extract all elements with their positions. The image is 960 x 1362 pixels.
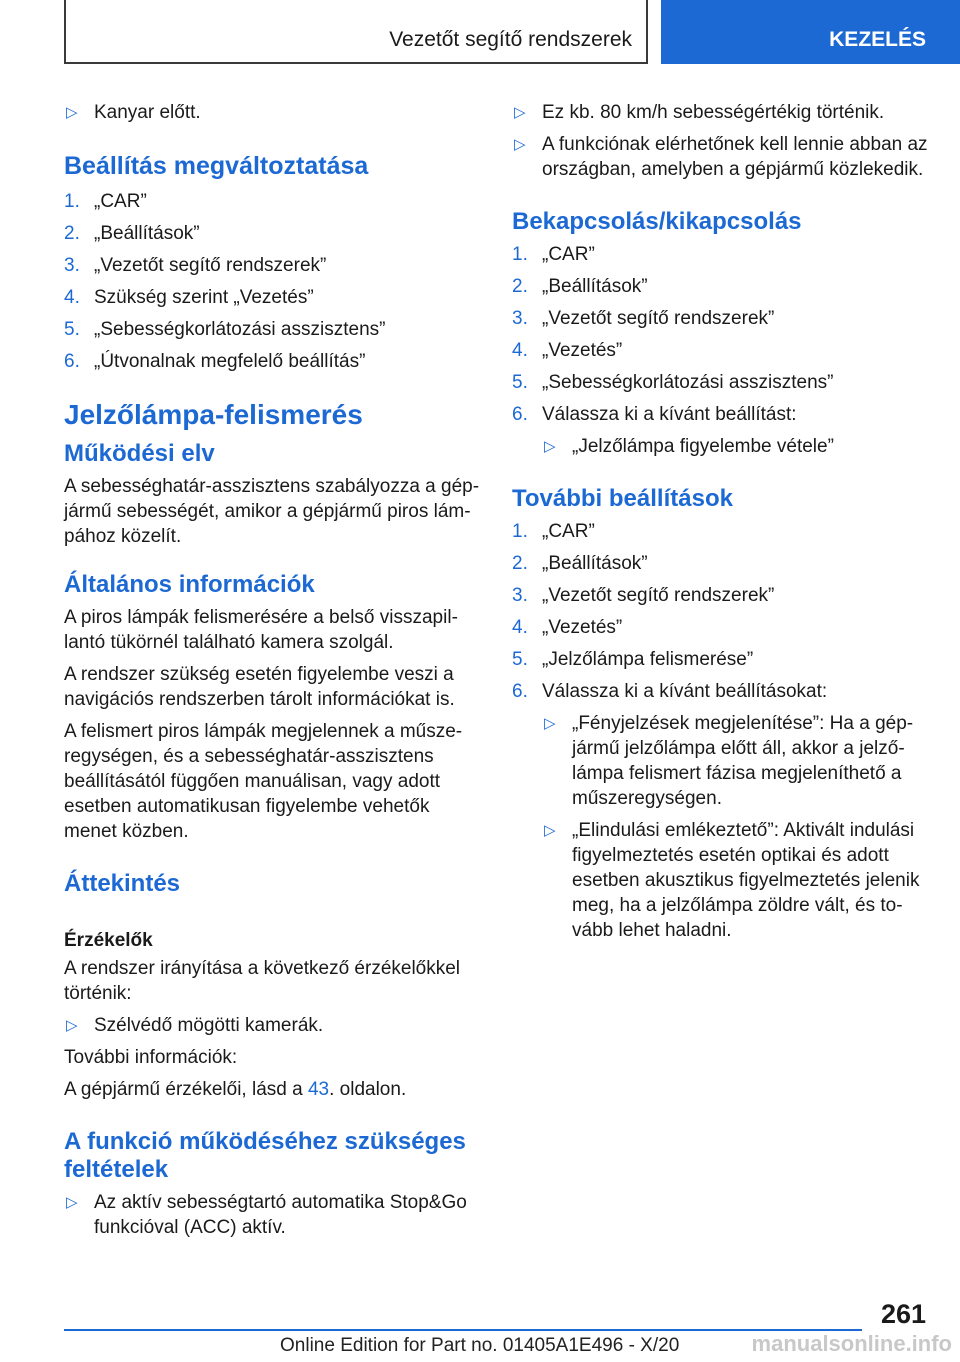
list-item: 3. „Vezetőt segítő rendszerek” [64,255,327,276]
heading-overview: Áttekintés [64,870,181,897]
list-item: 4. „Vezetés” [512,617,623,638]
more-info-label: További információk: [64,1047,238,1068]
list-item: 2. „Beállítások” [512,276,648,297]
list-item: 5. „Sebességkorlátozási asszisztens” [512,372,834,393]
header-section-title: Vezetőt segítő rendszerek [389,28,632,51]
header-chapter-tab[interactable] [661,0,960,64]
heading-more-settings: További beállítások [512,485,733,512]
heading-general-info: Általános információk [64,571,315,598]
list-item: 5. „Jelzőlámpa felismerése” [512,649,754,670]
list-item: ▷ A funkciónak elérhetőnek kell lennie abban az országban, amelyben a gépjármű közlekedik. [514,134,928,180]
heading-change-settings: Beállítás megváltoztatása [64,152,369,180]
list-item: 3. „Vezetőt segítő rendszerek” [512,585,775,606]
general-paragraph-3: A felismert piros lámpák megjelennek a műszeregységen, és a sebességhatár-asszisztens beállításától függően manuálisan, vagy adott esetben automatikusan figyelembe vehetők menet közben. [64,721,463,842]
list-item: 2. „Beállítások” [512,553,648,574]
list-item: 4. Szükség szerint „Vezetés” [64,287,314,308]
triangle-bullet-icon: ▷ [66,1194,78,1211]
more-settings-steps [512,519,928,943]
list-item: 1. „CAR” [64,191,147,212]
triangle-bullet-icon: ▷ [66,104,78,121]
list-item: ▷ „Jelzőlámpa figyelembe vétele” [544,436,834,457]
list-item: 4. „Vezetés” [512,340,623,361]
list-item: 6. Válassza ki a kívánt beállítást: [512,404,797,425]
general-paragraph-1: A piros lámpák felismerésére a belső visszapillantó tükörnél található kamera szolgál. [64,607,458,653]
triangle-bullet-icon: ▷ [514,136,526,153]
list-item: 1. „CAR” [512,521,595,542]
right-column [512,100,928,950]
list-item: ▷ „Fényjelzések megjelenítése”: Ha a gépjármű jelzőlámpa előtt áll, akkor a jelzőlámpa felismert fázisa megjeleníthető a műszeregységen. [544,713,914,809]
list-item: 6. „Útvonalnak megfelelő beállítás” [64,351,366,372]
heading-on-off: Bekapcsolás/kikapcsolás [512,208,802,235]
heading-sensors: Érzékelők [64,930,153,951]
list-item: ▷ Az aktív sebességtartó automatika Stop&Go funkcióval (ACC) aktív. [66,1192,467,1238]
heading-operating-principle: Működési elv [64,440,215,467]
heading-function-conditions: A funkció működéséhez szükséges feltételek [64,1128,466,1183]
list-item: ▷ Kanyar előtt. [66,102,201,123]
sensors-text: A rendszer irányítása a következő érzékelőkkel történik: [64,958,461,1004]
header-section-box [64,0,648,64]
sensor-reference: A gépjármű érzékelői, lásd a 43. oldalon. [64,1079,407,1100]
header-chapter-label: KEZELÉS [829,28,926,51]
footer-divider [64,1329,862,1331]
page-number: 261 [880,1299,926,1329]
triangle-bullet-icon: ▷ [544,822,556,839]
list-item: 5. „Sebességkorlátozási asszisztens” [64,319,386,340]
left-column [64,100,480,1247]
heading-traffic-light-recognition: Jelzőlámpa-felismerés [64,399,363,430]
triangle-bullet-icon: ▷ [544,715,556,732]
triangle-bullet-icon: ▷ [544,438,556,455]
list-item: ▷ Szélvédő mögötti kamerák. [66,1015,324,1036]
triangle-bullet-icon: ▷ [66,1017,78,1034]
general-paragraph-2: A rendszer szükség esetén figyelembe veszi a navigációs rendszerben tárolt információkat is. [64,664,455,710]
list-item: 1. „CAR” [512,244,595,265]
on-off-steps [512,242,928,459]
footer-edition-text: Online Edition for Part no. 01405A1E496 - X/20 [280,1335,680,1356]
list-item: ▷ Ez kb. 80 km/h sebességértékig történik. [514,102,885,123]
change-settings-steps [64,189,480,374]
list-item: ▷ „Elindulási emlékeztető”: Aktivált indulási figyelmeztetés esetén optikai és adott esetben akusztikus figyelmeztetés jelenik meg, ha a jelzőlámpa zöldre vált, és tovább lehet haladni. [544,820,920,941]
principle-text: A sebességhatár-asszisztens szabályozza a gépjármű sebességét, amikor a gépjármű piros lámpához közelít. [64,476,480,547]
watermark-logo: manualsonline.info [751,1331,952,1356]
list-item: 3. „Vezetőt segítő rendszerek” [512,308,775,329]
triangle-bullet-icon: ▷ [514,104,526,121]
list-item: 6. Válassza ki a kívánt beállításokat: [512,681,828,702]
page-reference-link[interactable]: 43 [307,1079,330,1100]
list-item: 2. „Beállítások” [64,223,200,244]
